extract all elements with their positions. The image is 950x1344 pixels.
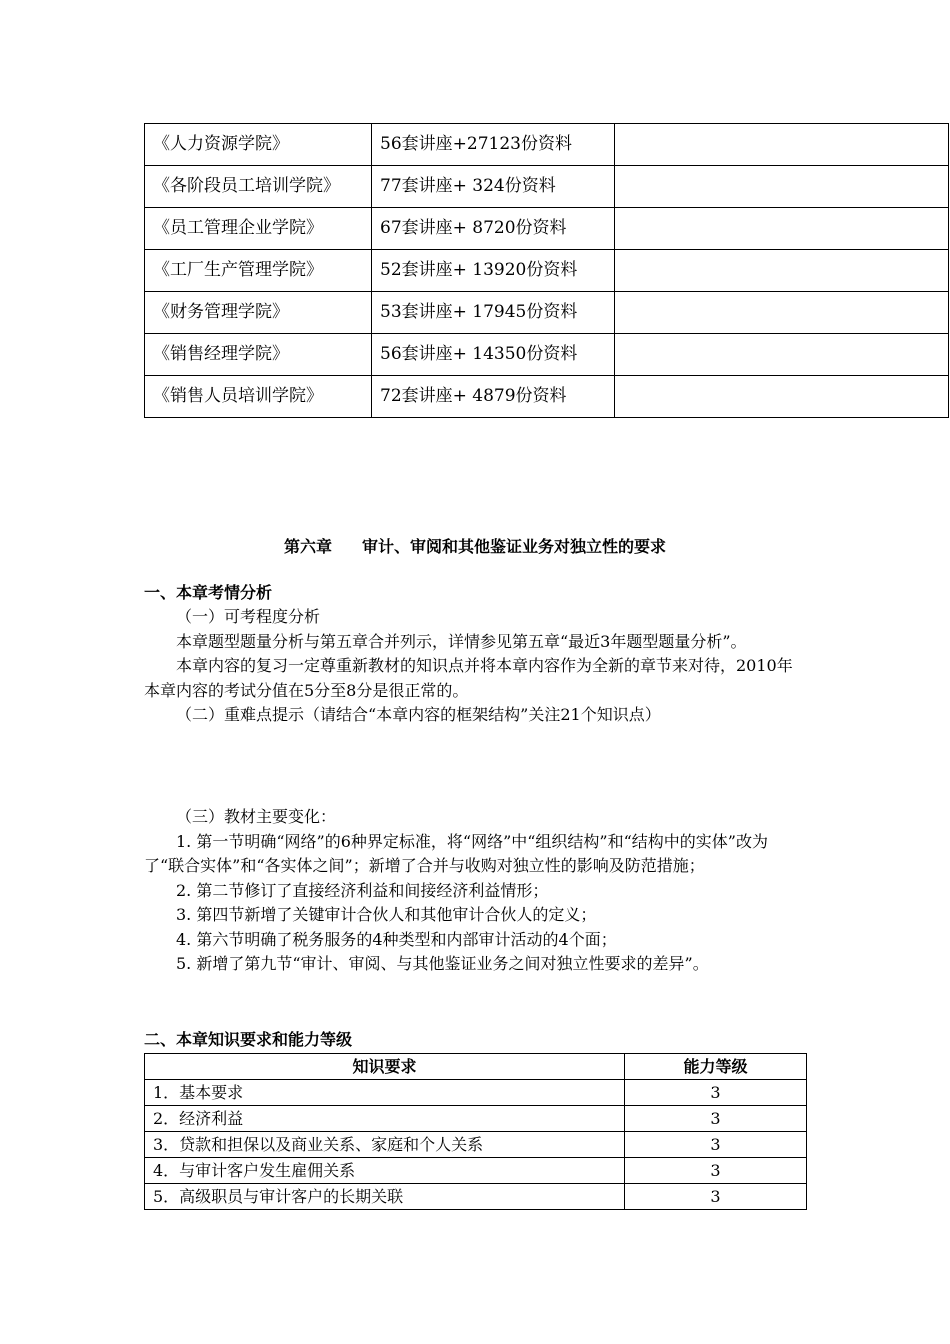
knowledge-item: 5．高级职员与审计客户的长期关联 [145, 1184, 625, 1210]
resource-name: 《财务管理学院》 [145, 292, 372, 334]
table-row [145, 1106, 807, 1132]
table-row [145, 1080, 807, 1106]
list-item: 5. 新增了第九节“审计、审阅、与其他鉴证业务之间对独立性要求的差异”。 [176, 954, 709, 973]
subheading: （一）可考程度分析 [176, 607, 321, 626]
resource-note [615, 334, 949, 376]
resource-note [615, 124, 949, 166]
table-row [145, 208, 949, 250]
resource-content: 52套讲座+ 13920份资料 [372, 250, 615, 292]
paragraph: 本章内容的复习一定尊重新教材的知识点并将本章内容作为全新的章节来对待，2010年本章内容的考试分值在5分至8分是很正常的。 [144, 656, 793, 700]
table-row [145, 124, 949, 166]
column-header-knowledge: 知识要求 [145, 1054, 625, 1080]
changes-body [144, 805, 804, 977]
table-header-row [145, 1054, 807, 1080]
table-row [145, 1132, 807, 1158]
knowledge-item: 2．经济利益 [145, 1106, 625, 1132]
ability-level: 3 [625, 1106, 807, 1132]
resource-name: 《员工管理企业学院》 [145, 208, 372, 250]
chapter-number: 第六章 [283, 537, 332, 556]
resource-content: 77套讲座+ 324份资料 [372, 166, 615, 208]
paragraph: 本章题型题量分析与第五章合并列示，详情参见第五章“最近3年题型题量分析”。 [176, 631, 747, 651]
chapter-title [0, 533, 950, 561]
table-row [145, 1184, 807, 1210]
resource-content: 56套讲座+ 14350份资料 [372, 334, 615, 376]
resource-table [144, 123, 949, 418]
knowledge-table [144, 1053, 807, 1210]
subheading: （二）重难点提示（请结合“本章内容的框架结构”关注21个知识点） [176, 705, 661, 724]
resource-content: 53套讲座+ 17945份资料 [372, 292, 615, 334]
knowledge-item: 4．与审计客户发生雇佣关系 [145, 1158, 625, 1184]
table-row [145, 1158, 807, 1184]
resource-note [615, 250, 949, 292]
ability-level: 3 [625, 1184, 807, 1210]
chapter-name: 审计、审阅和其他鉴证业务对独立性的要求 [362, 537, 667, 556]
resource-note [615, 208, 949, 250]
subheading: （三）教材主要变化： [176, 807, 337, 826]
section-body [144, 605, 804, 728]
resource-name: 《各阶段员工培训学院》 [145, 166, 372, 208]
resource-name: 《人力资源学院》 [145, 124, 372, 166]
ability-level: 3 [625, 1132, 807, 1158]
resource-name: 《销售经理学院》 [145, 334, 372, 376]
knowledge-item: 1．基本要求 [145, 1080, 625, 1106]
list-item: 4. 第六节明确了税务服务的4种类型和内部审计活动的4个面； [176, 929, 617, 949]
knowledge-item: 3．贷款和担保以及商业关系、家庭和个人关系 [145, 1132, 625, 1158]
section-heading: 一、本章考情分析 [144, 583, 273, 602]
section-heading: 二、本章知识要求和能力等级 [144, 1030, 353, 1049]
column-header-level: 能力等级 [625, 1054, 807, 1080]
resource-content: 56套讲座+27123份资料 [372, 124, 615, 166]
resource-name: 《销售人员培训学院》 [145, 376, 372, 418]
resource-content: 67套讲座+ 8720份资料 [372, 208, 615, 250]
table-row [145, 292, 949, 334]
list-item: 1. 第一节明确“网络”的6种界定标准，将“网络”中“组织结构”和“结构中的实体”改为了“联合实体”和“各实体之间”；新增了合并与收购对独立性的影响及防范措施； [144, 831, 768, 875]
list-item: 2. 第二节修订了直接经济利益和间接经济利益情形； [176, 880, 549, 900]
table-row [145, 166, 949, 208]
resource-note [615, 376, 949, 418]
table-row [145, 376, 949, 418]
list-item: 3. 第四节新增了关键审计合伙人和其他审计合伙人的定义； [176, 905, 597, 924]
table-row [145, 250, 949, 292]
ability-level: 3 [625, 1158, 807, 1184]
resource-note [615, 292, 949, 334]
resource-name: 《工厂生产管理学院》 [145, 250, 372, 292]
table-row [145, 334, 949, 376]
ability-level: 3 [625, 1080, 807, 1106]
resource-note [615, 166, 949, 208]
resource-content: 72套讲座+ 4879份资料 [372, 376, 615, 418]
